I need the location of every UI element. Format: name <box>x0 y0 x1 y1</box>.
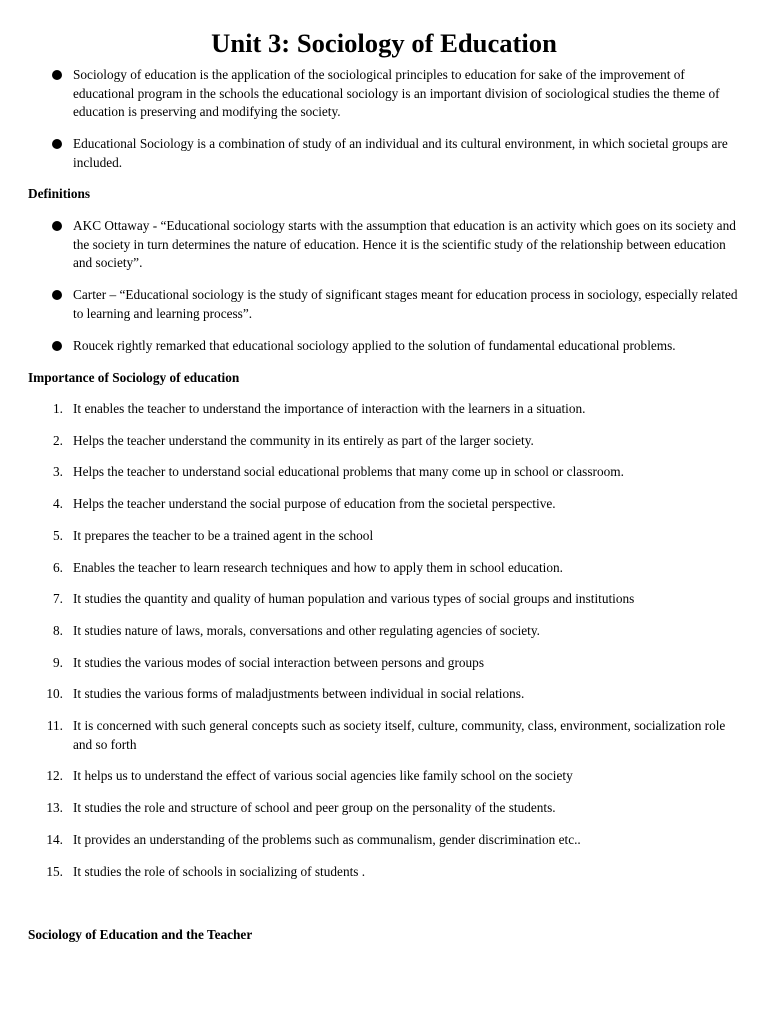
list-item-text: It prepares the teacher to be a trained agent in the school <box>73 527 374 543</box>
list-item <box>0 400 768 419</box>
list-item <box>0 559 768 578</box>
list-number: 10. <box>46 686 63 702</box>
bullet-icon <box>52 290 62 300</box>
list-item-text: It studies the various modes of social interaction between persons and groups <box>73 654 484 670</box>
list-item <box>0 286 768 323</box>
list-item-text: It helps us to understand the effect of various social agencies like family school on the society <box>73 768 573 784</box>
importance-list <box>0 400 768 894</box>
importance-heading: Importance of Sociology of education <box>28 370 240 385</box>
list-number: 9. <box>53 654 63 670</box>
list-item-text: It studies the quantity and quality of human population and various types of social groups and institutions <box>73 591 635 607</box>
list-number: 8. <box>53 622 63 638</box>
bullet-icon <box>52 341 62 351</box>
list-number: 5. <box>53 527 63 543</box>
list-item <box>0 863 768 882</box>
intro-bullet-list <box>0 66 768 186</box>
bullet-icon <box>52 70 62 80</box>
list-number: 15. <box>46 863 63 879</box>
list-number: 2. <box>53 432 63 448</box>
list-number: 7. <box>53 591 63 607</box>
list-item <box>0 767 768 786</box>
list-item <box>0 717 768 754</box>
list-item <box>0 66 768 122</box>
definitions-list <box>0 217 768 368</box>
list-item-text: It enables the teacher to understand the importance of interaction with the learners in a situation. <box>73 401 586 416</box>
list-item-text: It studies the role of schools in socializing of students . <box>73 863 366 879</box>
list-item <box>0 495 768 514</box>
list-item <box>0 217 768 273</box>
list-item-text: It studies the various forms of maladjustments between individual in social relations. <box>73 686 525 702</box>
list-item-text: Educational Sociology is a combination of study of an individual and its cultural environment, in which societal groups are included. <box>73 136 728 170</box>
list-item-text: It is concerned with such general concepts such as society itself, culture, community, class, environment, socialization role and so forth <box>73 718 726 752</box>
list-item <box>0 685 768 704</box>
bullet-icon <box>52 221 62 231</box>
list-item-text: Helps the teacher understand the community in its entirely as part of the larger society. <box>73 432 534 448</box>
list-item <box>0 654 768 673</box>
list-item <box>0 622 768 641</box>
definitions-heading: Definitions <box>28 186 91 201</box>
list-item <box>0 831 768 850</box>
list-item <box>0 135 768 172</box>
list-number: 1. <box>53 401 63 416</box>
list-item <box>0 337 768 356</box>
list-number: 11. <box>46 718 63 734</box>
list-item-text: Carter – “Educational sociology is the study of significant stages meant for education process in sociology, especially related to learning and learning process”. <box>73 287 738 321</box>
list-item-text: It studies the role and structure of school and peer group on the personality of the students. <box>73 800 556 816</box>
list-number: 4. <box>53 496 63 512</box>
page-title: Unit 3: Sociology of Education <box>211 28 557 58</box>
list-number: 14. <box>46 831 63 847</box>
list-item-text: Roucek rightly remarked that educational sociology applied to the solution of fundamental educational problems. <box>73 337 676 353</box>
list-number: 6. <box>53 559 63 575</box>
list-number: 3. <box>53 464 63 480</box>
list-item <box>0 463 768 482</box>
teacher-section-heading: Sociology of Education and the Teacher <box>28 927 253 942</box>
list-item-text: It studies nature of laws, morals, conversations and other regulating agencies of society. <box>73 622 540 638</box>
list-item-text: Helps the teacher to understand social educational problems that many come up in school or classroom. <box>73 464 624 480</box>
list-item-text: AKC Ottaway - “Educational sociology starts with the assumption that education is an activity which goes on its society and the society in turn determines the nature of education. Hence it is the scientific study of the relationship between education and society”. <box>73 218 736 271</box>
bullet-icon <box>52 139 62 149</box>
list-item <box>0 527 768 546</box>
list-item-text: Sociology of education is the application of the sociological principles to education for sake of the improvement of educational program in the schools the educational sociology is an important division of sociological studies the theme of education is preserving and modifying the society. <box>73 67 720 120</box>
list-item <box>0 590 768 609</box>
list-number: 12. <box>46 768 63 784</box>
list-item-text: Enables the teacher to learn research techniques and how to apply them in school education. <box>73 559 563 575</box>
list-item <box>0 799 768 818</box>
list-item-text: It provides an understanding of the problems such as communalism, gender discrimination etc.. <box>73 831 581 847</box>
list-item <box>0 432 768 451</box>
list-item-text: Helps the teacher understand the social purpose of education from the societal perspective. <box>73 496 556 512</box>
list-number: 13. <box>46 800 63 816</box>
